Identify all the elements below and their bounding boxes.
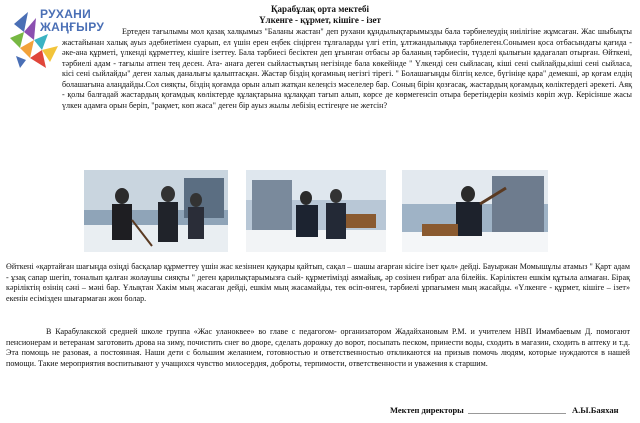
paragraph-1: Ертеден тағылымы мол қазақ халқымыз "Баланы жастан" деп рухани құндылықтарымызды бала тәрбиелеудің ниілігіне жұмсаған. Жас шыбықты жастайынан халық ауыз әдебиетімен суарып, ел үшін ерен еңбек сіңірген тұлғаларды үлгі етіп, ұлтжандылыққа тәрбиелеген.Сонымен қоса отбасындағы қағида - әке-ана құрметі, үлкенді құрметтеу, кішіге ізеттеу. Бала тәрбиесі бесіктен деп ұғынған отбасы әр баланың тәрбиесін, түзделі қылығын қадағалап отырған. Өйткені, тәрбиелі адам - тағылы атпен тең десен. Ата- анаға деген сыйластықтың негізінде бала көкейінде " Үлкенді сен сыйласаң, кіші сені сыйлайды,кіші сені сыйласа, кісі сені сыйлайды" деген халық даналығы қалыптасқан. Жастар біздің қоғамның негізгі тірегі. " Болашағыңды білгің келсе, бүгініңе қара" демекші, әр қоғам елдің болашағына алаңдайды.Сол сияқты, біздің қоғамда орын алып жатқан келеңсіз мәселелер бар. Соның бірін қозғасақ, жастардың қоғамдық көліктердегі әрекеті. Аяқ - қолы балғадай жастардың қоғамдық көліктерде құлақтарына құлаққап тағып алып, көрсе де көрмегенсіп отыра беретіндерін көзіміз көріп жүр. Керісінше жасы үлкен адамға орын беріп, "рақмет, көп жаса" деген бір ауыз жылы лебізің естігеңге не жетсін?: [62, 27, 632, 110]
signature-role: Мектеп директоры: [390, 405, 464, 415]
paragraph-3: В Карабулакской средней школе группа «Жас уланоквее» во главе с педагогом- организатором Жадайхановым Р.М. и учителем НВП Имамбаевым Д. помогают пенсионерам и ветеранам заготовить дрова на зиму, почистить снег во дворе, сделать дорожку до ворот, посыпать песком, принести воды, сходить в магазин, сходить в аптеку и т.д. Эта помощь не разовая, а постоянная. Наши дети с большим желанием, готовностью и ответственностью откликаются на призыв помочь людям, которые нуждаются в нашей помощи. Такие мероприятия воспитывают у учащихся чувство милосердия, доброты, терпимости, ответственности и уважения к старшим.: [6, 327, 630, 368]
logo-line-1: РУХАНИ: [40, 7, 92, 21]
signature-line: [468, 413, 566, 414]
article-title: Үлкенге - құрмет, кішіге - ізет: [259, 15, 381, 25]
students-carrying-wood-photo: [246, 170, 386, 252]
photo-strip: [0, 170, 640, 256]
signature-name: А.Ы.Баяхан: [572, 405, 619, 415]
paragraph-2: Өйткені «қартайған шағыңда өзіңді басқалар құрметтеу үшін жас кезіннен қауқары қайтып, сақал – шашы ағарған кісіге ізет қыл» дейді. Бауыржан Момышұлы атамыз " Қарт адам - ұзақ сапар шегіп, тоналып қалған жолаушы сияқты " деген қарилықтарымызға сый- құрметімізді аямайық, әр сөзінен ғибрат ала білейік. Кәріліктен ешкім құтыла алмаған. Бірақ кәріліктің өзінің сәні – мәні бар. Ұлықтан Хакім мың жасаған дейді, ешкім мың жасамайды, тек өсіп-өнген, тәрбиелі ұрпағымен мың жасайды. «Үлкенге - құрмет, кішіге – ізет» екенін есімізден шығармаған жөн болар.: [6, 262, 630, 303]
logo-line-2: ЖАҢҒЫРУ: [40, 20, 105, 34]
students-clearing-snow-photo: [84, 170, 228, 252]
school-name: Қарабұлақ орта мектебі: [271, 4, 369, 14]
student-chopping-wood-photo: [402, 170, 548, 252]
